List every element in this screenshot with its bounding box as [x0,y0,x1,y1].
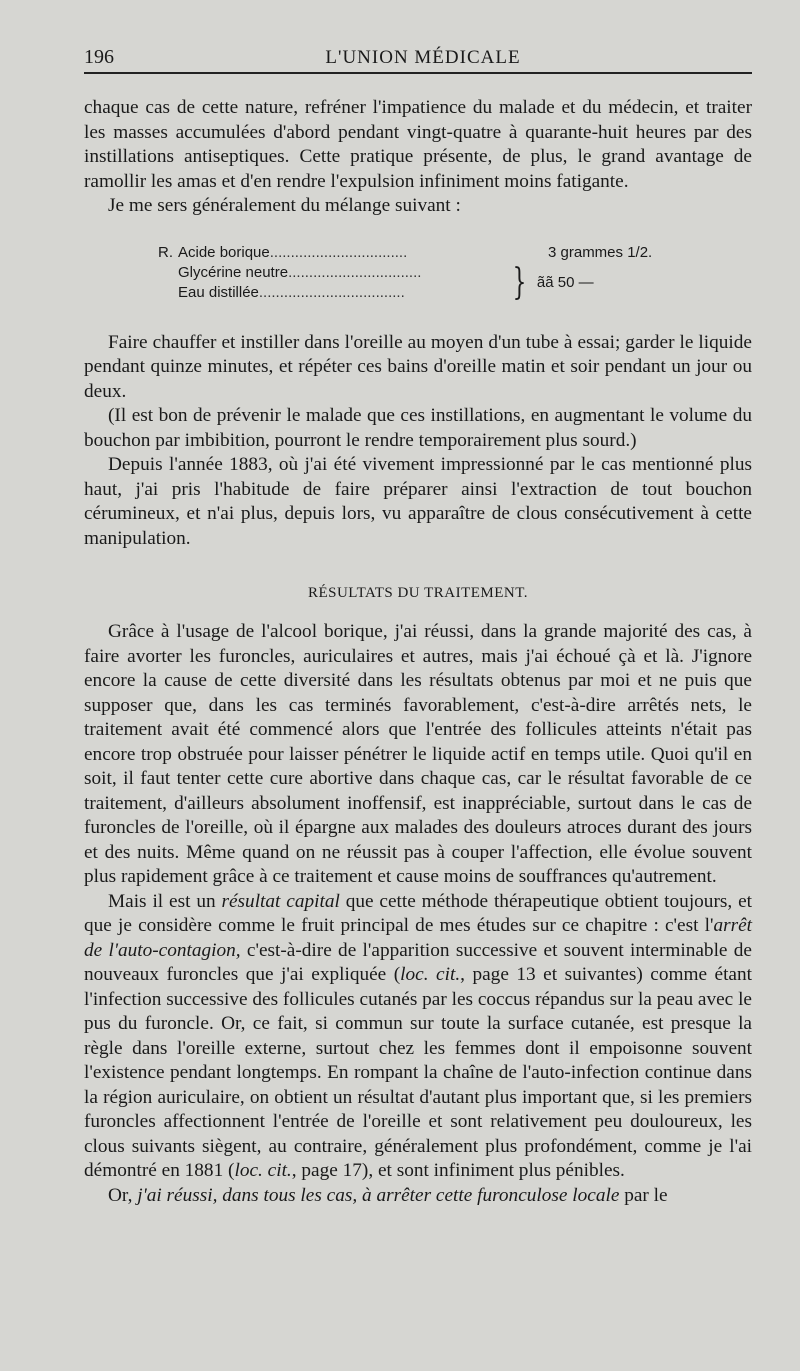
p7-emphasis-4: loc. cit. [234,1160,292,1181]
paragraph-3: Faire chauffer et instiller dans l'oreille au moyen d'un tube à essai; garder le liquide pendant quinze minutes, et répéter ces bains d'oreille matin et soir pendant un jour ou deux. [84,331,752,402]
page-header [84,0,752,74]
page-body [84,74,752,1208]
paragraph-2: Je me sers généralement du mélange suivant : [108,195,461,216]
recipe-row-2 [158,263,508,283]
running-title: L'UNION MÉDICALE [325,47,521,68]
paragraph-7 [84,890,752,1184]
paragraph-1: chaque cas de cette nature, refréner l'impatience du malade et du médecin, et traiter les masses accumulées d'abord pendant vingt-quatre à quarante-huit heures par des instillations antiseptiques. Cette pratique présente, de plus, le grand avantage de ramollir les amas et d'en rendre l'expulsion infiniment moins fatigante. [84,97,752,192]
recipe-item-1 [178,243,508,263]
p7-emphasis-1: résultat capital [221,890,340,912]
recipe-row-1 [158,243,698,263]
recipe-item-2 [178,263,508,283]
paragraph-8 [84,1184,752,1209]
recipe-row-3 [158,283,508,303]
recipe-prefix: R. [158,243,173,261]
p7-emphasis-2: arrêt de l'auto-contagion, [84,915,752,961]
recipe-item-1-dots: ................................. [269,243,408,261]
paragraph-5: Depuis l'année 1883, où j'ai été vivement impressionné par le cas mentionné plus haut, j'ai pris l'habitude de faire préparer ainsi l'extraction de tout bouchon cérumineux, et n'ai plus, depuis lors, vu apparaître de clous consécutivement à cette manipulation. [84,454,752,549]
recipe-formula [158,243,698,303]
recipe-item-3 [178,283,508,303]
brace-glyph: } [512,261,527,303]
recipe-brace-lines [158,263,508,303]
recipe-item-1-qty: 3 grammes 1/2. [548,243,653,261]
p7-text-e: , page 17), et sont infiniment plus pénibles. [291,1160,625,1181]
p7-text-b: que cette méthode thérapeutique obtient toujours, et que je considère comme le fruit principal de mes études sur ce chapitre : c'est l' [84,890,752,936]
recipe-item-1-name: Acide borique [178,243,270,261]
recipe-item-2-name: Glycérine neutre [178,263,289,281]
recipe-item-2-dots: ................................ [288,263,422,281]
p7-text-a: Mais il est un [108,890,222,912]
recipe-brace-qty: ãã 50 — [536,273,594,291]
p8-emphasis: j'ai réussi, dans tous les cas, à arrêter cette furonculose locale [137,1184,620,1206]
section-title: RÉSULTATS DU TRAITEMENT. [307,585,529,601]
p7-text-c: c'est-à-dire de l'apparition successive et souvent interminable de nouveaux furoncles que j'ai expliquée ( [84,939,752,985]
paragraph-4: (Il est bon de prévenir le malade que ces instillations, en augmentant le volume du bouchon par imbibition, pourront le rendre temporairement plus sourd.) [84,405,752,451]
recipe-item-3-dots: ................................... [258,283,405,301]
recipe-brace-group [158,263,698,303]
p7-emphasis-3: loc. cit. [400,964,461,985]
recipe-item-3-name: Eau distillée [178,283,259,301]
page-number: 196 [84,46,114,68]
p8-text-b: par le [619,1184,668,1206]
paragraph-6: Grâce à l'usage de l'alcool borique, j'ai réussi, dans la grande majorité des cas, à faire avorter les furoncles, auriculaires et autres, mais j'ai échoué çà et là. J'ignore encore la cause de cette diversité dans les résultats obtenus par moi et ne puis que supposer que, dans les cas terminés favorablement, c'est-à-dire arrêtés nets, le traitement avait été commencé alors que l'entrée des follicules atteints n'était pas encore trop obstruée pour laisser pénétrer le liquide actif en temps utile. Quoi qu'il en soit, il faut tenter cette cure abortive dans chaque cas, car le résultat favorable de ce traitement, d'ailleurs absolument inoffensif, est inappréciable, surtout dans le cas de furoncles de l'oreille, où il épargne aux malades des douleurs atroces durant des jours et des nuits. Même quand on ne réussit pas à couper l'affection, elle évolue souvent plus rapidement grâce à ce traitement et cause moins de souffrances qu'autrement. [84,621,752,887]
p8-text-a: Or, [108,1184,138,1206]
p7-text-d: , page 13 et suivantes) comme étant l'infection successive des follicules cutanés par les coccus répandus sur la peau avec le pus du furoncle. Or, ce fait, si commun sur toute la surface cutanée, est presque la règle dans l'oreille externe, surtout chez les femmes dont il empoisonne souvent l'existence pendant longtemps. En rompant la chaîne de l'auto-infection continue dans la région auriculaire, on obtient un résultat d'autant plus important que, si les premiers furoncles affectionnent l'entrée de l'oreille et sont relativement peu douloureux, les clous suivants siègent, au contraire, généralement plus profondément, comme je l'ai démontré en 1881 ( [84,964,752,1181]
